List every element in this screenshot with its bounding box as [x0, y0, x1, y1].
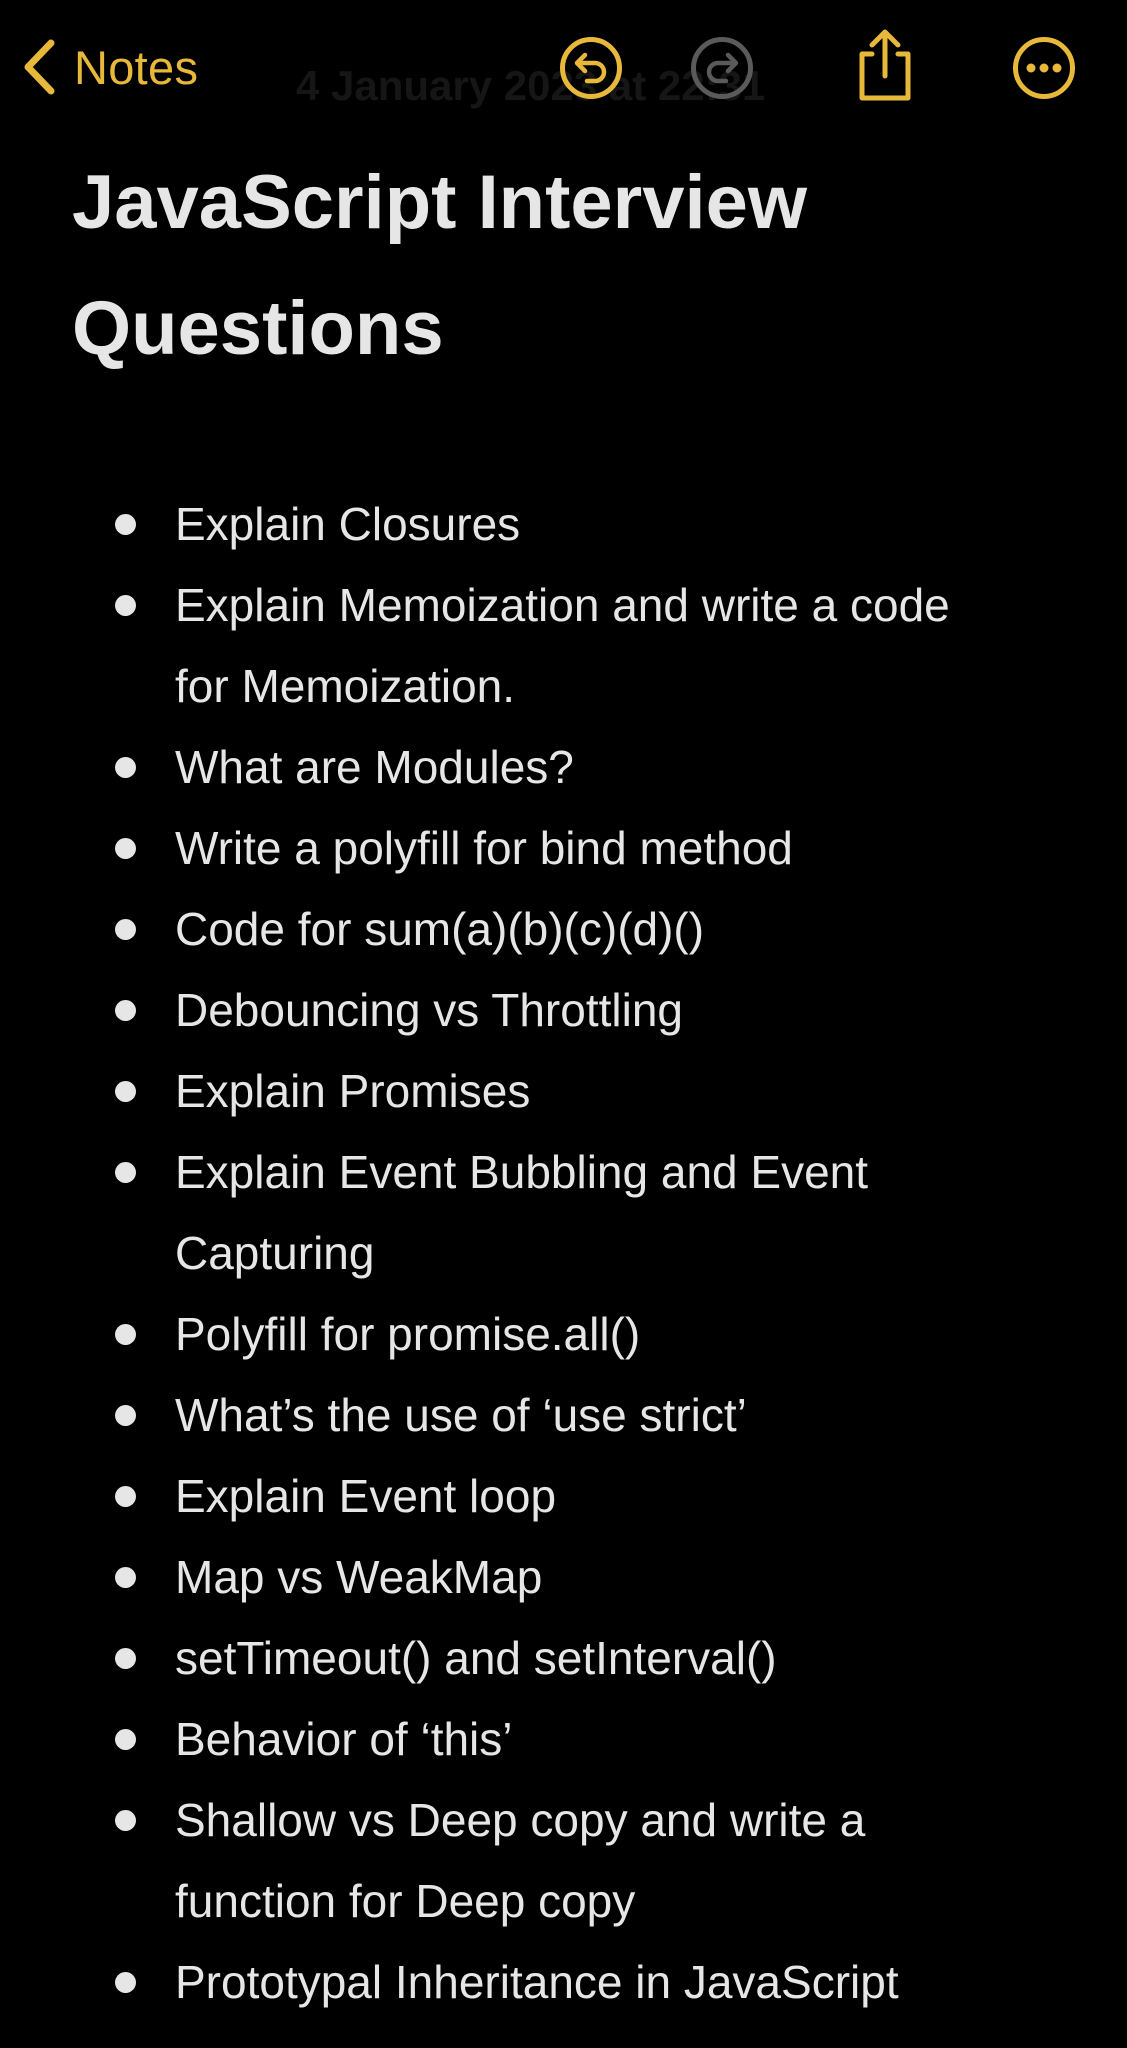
list-item-text: Shallow vs Deep copy and write a function for Deep copy — [175, 1794, 866, 1927]
list-item[interactable] — [0, 1132, 1127, 1294]
list-item[interactable] — [0, 889, 1127, 970]
bullet-dot — [115, 1972, 136, 1993]
bullet-dot — [115, 1810, 136, 1831]
list-item[interactable] — [0, 1537, 1127, 1618]
list-item[interactable] — [0, 727, 1127, 808]
bullet-dot — [115, 1648, 136, 1669]
list-item-text: Explain Memoization and write a code for Memoization. — [175, 579, 950, 712]
bullet-dot — [115, 919, 136, 940]
redo-icon[interactable] — [690, 36, 754, 100]
list-item[interactable] — [0, 1051, 1127, 1132]
more-icon[interactable] — [1012, 36, 1076, 100]
bullet-dot — [115, 1000, 136, 1021]
note-date-faded: 4 January 2023 at 22:31 — [296, 62, 766, 109]
note-title[interactable]: JavaScript Interview Questions — [72, 160, 808, 371]
list-item-text: Explain Promises — [175, 1065, 531, 1117]
list-item-text: Prototypal Inheritance in JavaScript — [175, 1956, 899, 2008]
list-item[interactable] — [0, 1942, 1127, 2023]
bullet-dot — [115, 1081, 136, 1102]
list-item-text: Explain Event Bubbling and Event Capturing — [175, 1146, 869, 1279]
list-item-text: Debouncing vs Throttling — [175, 984, 683, 1036]
bullet-dot — [115, 757, 136, 778]
chevron-left-icon — [22, 39, 56, 95]
list-item-text: What are Modules? — [175, 741, 574, 793]
undo-icon[interactable] — [559, 36, 623, 100]
bullet-dot — [115, 838, 136, 859]
list-item[interactable] — [0, 808, 1127, 889]
list-item[interactable] — [0, 565, 1127, 727]
list-item[interactable] — [0, 1375, 1127, 1456]
list-item-text: Behavior of ‘this’ — [175, 1713, 513, 1765]
bullet-dot — [115, 595, 136, 616]
list-item[interactable] — [0, 1699, 1127, 1780]
list-item-text: Code for sum(a)(b)(c)(d)() — [175, 903, 705, 955]
list-item[interactable] — [0, 970, 1127, 1051]
list-item-text: Map vs WeakMap — [175, 1551, 543, 1603]
bullet-dot — [115, 1486, 136, 1507]
bullet-dot — [115, 514, 136, 535]
list-item-text: Explain Event loop — [175, 1470, 557, 1522]
back-to-notes-button[interactable] — [22, 35, 198, 99]
list-item-text: setTimeout() and setInterval() — [175, 1632, 777, 1684]
share-icon[interactable] — [854, 28, 916, 102]
bullet-dot — [115, 1324, 136, 1345]
list-item-text: What’s the use of ‘use strict’ — [175, 1389, 747, 1441]
list-item[interactable] — [0, 1456, 1127, 1537]
bullet-dot — [115, 1729, 136, 1750]
navigation-bar — [0, 0, 1127, 140]
bullet-dot — [115, 1567, 136, 1588]
list-item-text: Explain Closures — [175, 498, 521, 550]
list-item[interactable] — [0, 484, 1127, 565]
bullet-list[interactable] — [0, 484, 1127, 2023]
list-item[interactable] — [0, 1294, 1127, 1375]
list-item-text: Write a polyfill for bind method — [175, 822, 793, 874]
back-label: Notes — [74, 40, 199, 94]
list-item[interactable] — [0, 1618, 1127, 1699]
list-item[interactable] — [0, 1780, 1127, 1942]
bullet-dot — [115, 1162, 136, 1183]
bullet-dot — [115, 1405, 136, 1426]
list-item-text: Polyfill for promise.all() — [175, 1308, 641, 1360]
